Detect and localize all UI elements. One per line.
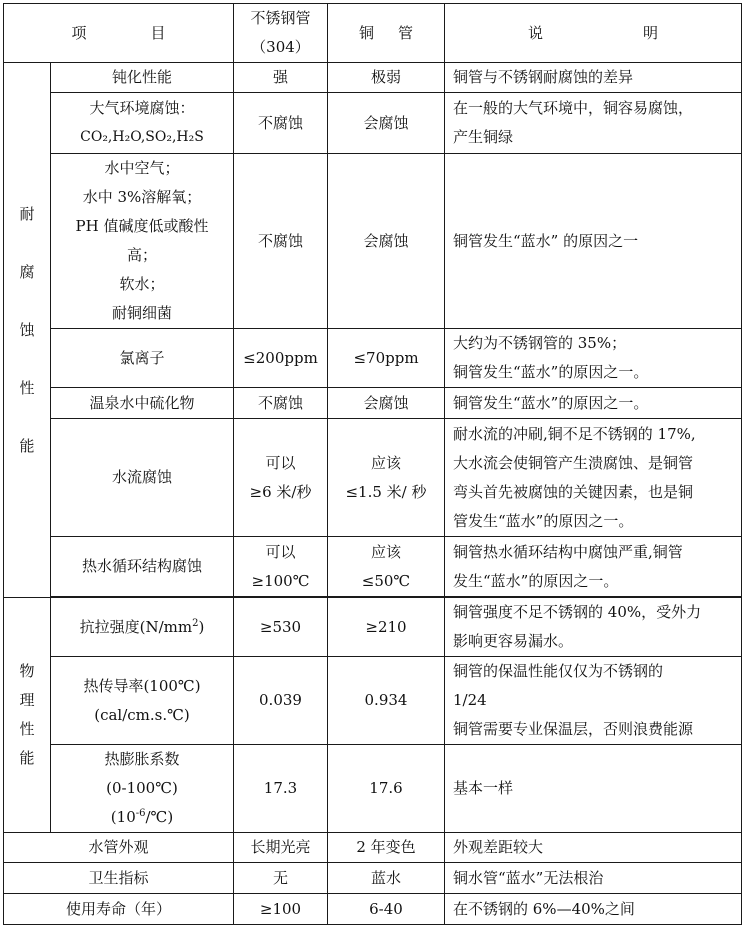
category-physical: 物 理 性 能 xyxy=(4,598,51,833)
stainless-cell: 不腐蚀 xyxy=(234,93,328,154)
copper-cell: 会腐蚀 xyxy=(328,93,445,154)
copper-cell: 极弱 xyxy=(328,63,445,93)
header-note: 说 明 xyxy=(445,4,742,63)
item-cell: 卫生指标 xyxy=(4,863,234,894)
header-row xyxy=(4,4,742,63)
note-cell: 铜管热水循环结构中腐蚀严重,铜管 发生“蓝水”的原因之一。 xyxy=(445,537,742,597)
note-cell: 在不锈钢的 6%—40%之间 xyxy=(445,894,742,925)
note-cell: 铜管的保温性能仅仅为不锈钢的 1/24 铜管需要专业保温层，否则浪费能源 xyxy=(445,657,742,745)
row-chloride xyxy=(4,329,742,388)
row-thermal xyxy=(4,657,742,745)
category-corrosion: 耐 腐 蚀 性 能 xyxy=(4,63,51,598)
row-water-air xyxy=(4,154,742,329)
header-stainless: 不锈钢管 （304） xyxy=(234,4,328,63)
row-sulfide xyxy=(4,388,742,419)
stainless-cell: 不腐蚀 xyxy=(234,388,328,419)
copper-cell: 会腐蚀 xyxy=(328,154,445,329)
row-tensile xyxy=(4,598,742,657)
stainless-cell: 可以 ≥100℃ xyxy=(234,537,328,597)
copper-cell: ≥210 xyxy=(328,598,445,657)
item-cell: 温泉水中硫化物 xyxy=(51,388,234,419)
item-cell: 水中空气； 水中 3%溶解氧； PH 值碱度低或酸性 高； 软水； 耐铜细菌 xyxy=(51,154,234,329)
item-cell: 热传导率(100℃) (cal/cm.s.℃) xyxy=(51,657,234,745)
stainless-cell: 长期光亮 xyxy=(234,833,328,863)
note-cell: 外观差距较大 xyxy=(445,833,742,863)
copper-cell: ≤70ppm xyxy=(328,329,445,388)
copper-cell: 应该 ≤50℃ xyxy=(328,537,445,597)
note-cell: 铜管发生“蓝水” 的原因之一 xyxy=(445,154,742,329)
note-cell: 基本一样 xyxy=(445,745,742,833)
item-cell: 热膨胀系数 (0-100℃) $(10^{-6}/℃)$ xyxy=(51,745,234,833)
copper-cell: 蓝水 xyxy=(328,863,445,894)
item-cell: 钝化性能 xyxy=(51,63,234,93)
stainless-cell: ≤200ppm xyxy=(234,329,328,388)
note-cell: 大约为不锈钢管的 35%； 铜管发生“蓝水”的原因之一。 xyxy=(445,329,742,388)
note-cell: 铜管与不锈钢耐腐蚀的差异 xyxy=(445,63,742,93)
row-life xyxy=(4,894,742,925)
comparison-table xyxy=(3,3,742,925)
copper-cell: 0.934 xyxy=(328,657,445,745)
note-cell: 在一般的大气环境中，铜容易腐蚀， 产生铜绿 xyxy=(445,93,742,154)
row-hygiene xyxy=(4,863,742,894)
item-cell: 使用寿命（年） xyxy=(4,894,234,925)
row-expansion xyxy=(4,745,742,833)
stainless-cell: 无 xyxy=(234,863,328,894)
row-atmosphere xyxy=(4,93,742,154)
row-appearance xyxy=(4,833,742,863)
copper-cell: 2 年变色 xyxy=(328,833,445,863)
stainless-cell: ≥100 xyxy=(234,894,328,925)
note-cell: 铜管发生“蓝水”的原因之一。 xyxy=(445,388,742,419)
row-passivation xyxy=(4,63,742,93)
stainless-cell: 17.3 xyxy=(234,745,328,833)
copper-cell: 6-40 xyxy=(328,894,445,925)
item-cell: 水管外观 xyxy=(4,833,234,863)
item-cell: 氯离子 xyxy=(51,329,234,388)
header-copper: 铜 管 xyxy=(328,4,445,63)
copper-cell: 17.6 xyxy=(328,745,445,833)
row-hot-water xyxy=(4,537,742,597)
stainless-cell: 强 xyxy=(234,63,328,93)
item-cell: 水流腐蚀 xyxy=(51,419,234,537)
stainless-cell: 0.039 xyxy=(234,657,328,745)
row-flow xyxy=(4,419,742,537)
note-cell: 铜管强度不足不锈钢的 40%，受外力 影响更容易漏水。 xyxy=(445,598,742,657)
item-cell: 热水循环结构腐蚀 xyxy=(51,537,234,597)
copper-cell: 会腐蚀 xyxy=(328,388,445,419)
note-cell: 耐水流的冲刷,铜不足不锈钢的 17%, 大水流会使铜管产生溃腐蚀、是铜管 弯头首先被腐蚀的关键因素，也是铜 管发生“蓝水”的原因之一。 xyxy=(445,419,742,537)
header-item: 项 目 xyxy=(4,4,234,63)
stainless-cell: ≥530 xyxy=(234,598,328,657)
stainless-cell: 不腐蚀 xyxy=(234,154,328,329)
item-cell: 大气环境腐蚀： CO₂,H₂O,SO₂,H₂S xyxy=(51,93,234,154)
copper-cell: 应该 ≤1.5 米/ 秒 xyxy=(328,419,445,537)
item-cell: 抗拉强度$(N/mm^2)$ xyxy=(51,598,234,657)
stainless-cell: 可以 ≥6 米/秒 xyxy=(234,419,328,537)
note-cell: 铜水管“蓝水”无法根治 xyxy=(445,863,742,894)
